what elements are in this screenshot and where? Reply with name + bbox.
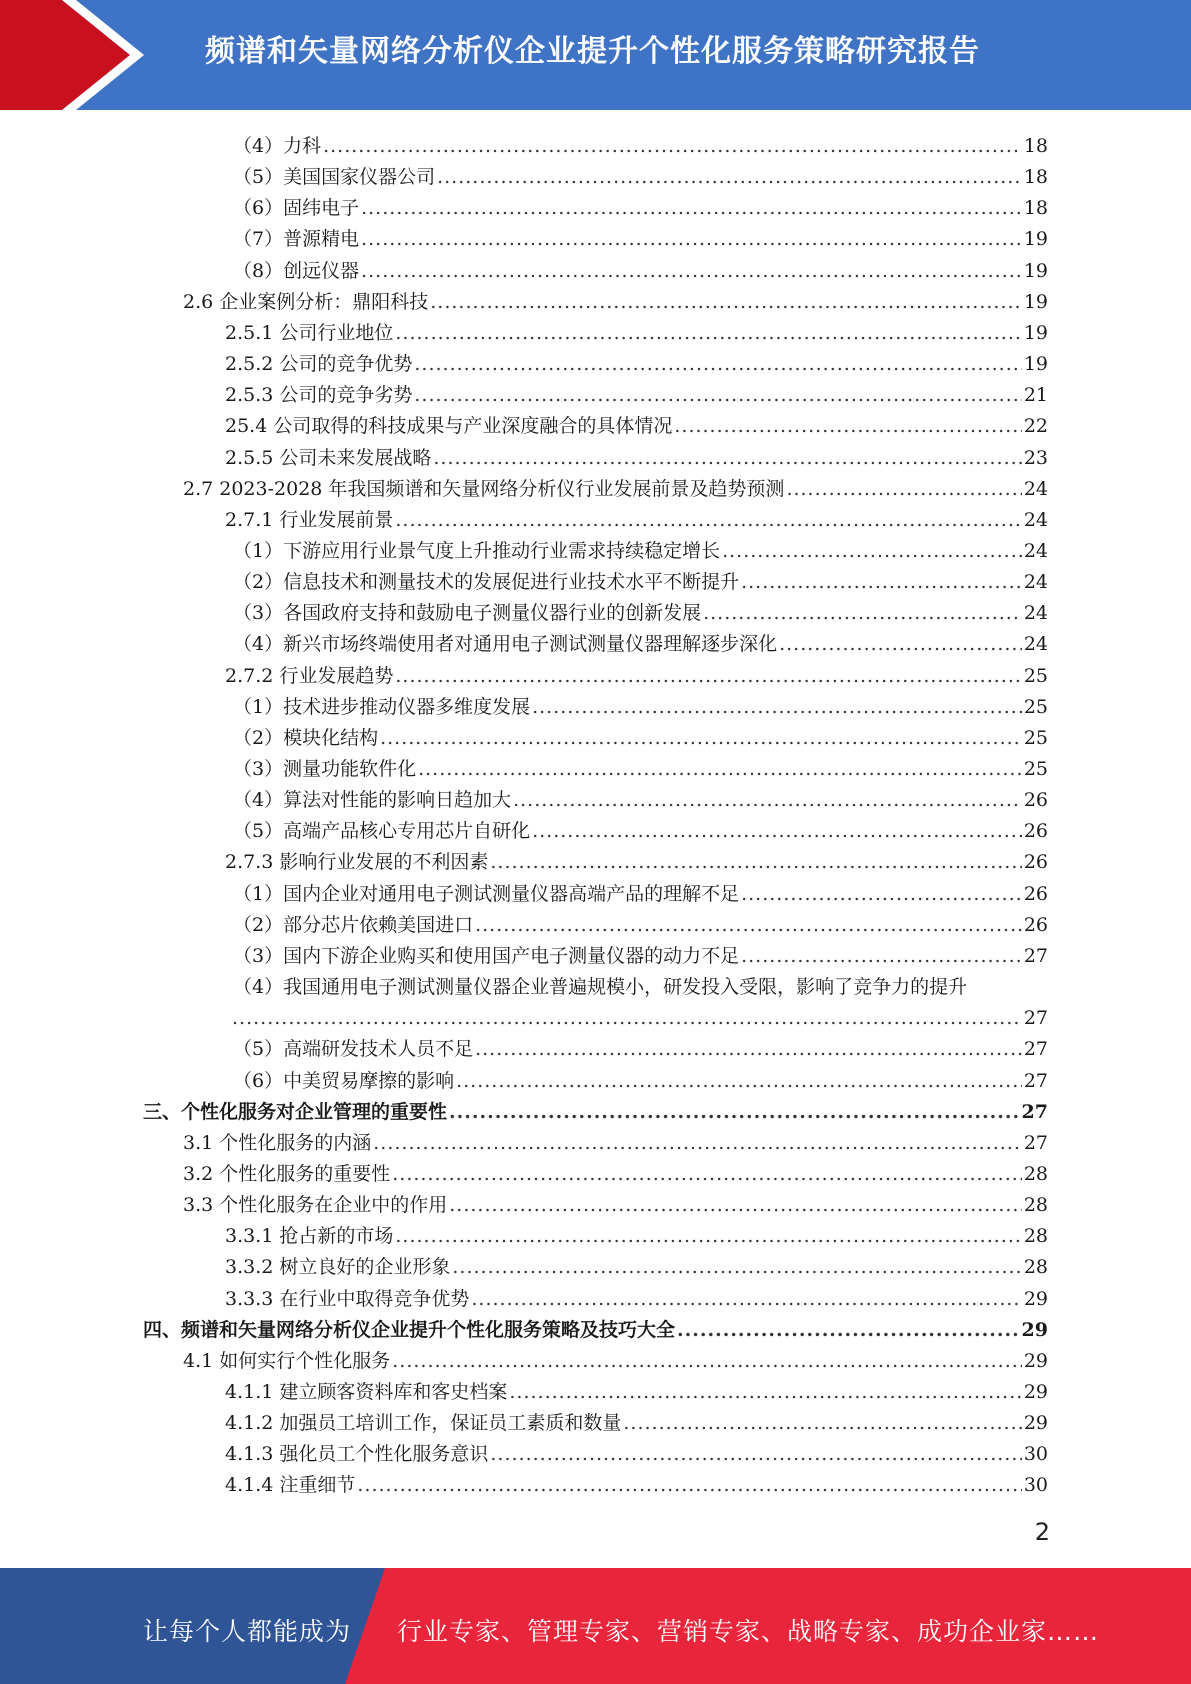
toc-entry-title: 3.3.2 树立良好的企业形象 [225,1256,451,1279]
toc-entry[interactable] [225,1248,1048,1279]
toc-entry-page: 28 [1023,1256,1048,1279]
toc-leader-dots [490,850,1021,874]
toc-entry[interactable] [225,657,1048,688]
toc-leader-dots [741,944,1022,968]
toc-entry[interactable] [183,1342,1048,1373]
toc-entry-page: 27 [1023,1007,1048,1030]
toc-entry-page: 19 [1023,290,1048,313]
toc-entry[interactable] [225,407,1048,438]
toc-entry[interactable] [233,968,1048,999]
toc-entry-title: 3.1 个性化服务的内涵 [183,1131,372,1154]
toc-leader-dots [475,1037,1022,1061]
toc-leader-dots [414,383,1021,407]
toc-entry-page: 27 [1021,1100,1048,1123]
toc-entry-page: 25 [1023,695,1048,718]
toc-leader-dots [674,414,1021,438]
toc-entry-page: 19 [1023,353,1048,376]
footer-slogan-left: 让每个人都能成为 [143,1617,352,1646]
toc-leader-dots [418,757,1022,781]
toc-entry-page: 26 [1023,820,1048,843]
toc-entry-title: （2）部分芯片依赖美国进口 [233,913,474,936]
toc-leader-dots [490,1442,1021,1466]
toc-entry-title: 4.1.4 注重细节 [225,1474,356,1497]
toc-entry-title: （1）国内企业对通用电子测试测量仪器高端产品的理解不足 [233,882,740,905]
toc-entry[interactable] [233,594,1048,625]
toc-entry-title: 3.3.3 在行业中取得竞争优势 [225,1287,470,1310]
toc-entry[interactable] [225,501,1048,532]
toc-entry-page: 22 [1023,415,1048,438]
toc-leader-dots [703,601,1022,625]
toc-entry-title: 2.7.1 行业发展前景 [225,508,394,531]
toc-entry-title: 2.6 企业案例分析：鼎阳科技 [183,290,429,313]
toc-entry-title: （8）创远仪器 [233,259,360,282]
toc-entry[interactable] [225,439,1048,470]
toc-entry-page: 30 [1023,1474,1048,1497]
toc-entry[interactable] [233,563,1048,594]
toc-entry-page: 19 [1023,321,1048,344]
toc-leader-dots [373,1131,1022,1155]
toc-entry[interactable] [233,127,1048,158]
toc-entry-title: 4.1.1 建立顾客资料库和客史档案 [225,1381,508,1403]
toc-entry-page: 30 [1023,1443,1048,1466]
toc-entry-page: 26 [1023,789,1048,812]
toc-entry-title: （2）信息技术和测量技术的发展促进行业技术水平不断提升 [233,571,740,594]
toc-entry-page: 28 [1023,1162,1048,1185]
toc-entry[interactable] [183,283,1048,314]
toc-leader-dots [361,259,1022,283]
toc-entry-title: 2.5.1 公司行业地位 [225,321,394,344]
toc-entry[interactable] [143,1093,1048,1124]
toc-entry-title: 三、个性化服务对企业管理的重要性 [143,1100,448,1123]
toc-entry-page: 26 [1023,913,1048,936]
toc-entry-page: 25 [1023,726,1048,749]
toc-leader-dots [414,352,1021,376]
toc-leader-dots [623,1411,1021,1435]
toc-leader-dots [722,539,1022,563]
toc-leader-dots [395,508,1021,532]
toc-entry-title: （1）下游应用行业景气度上升推动行业需求持续稳定增长 [233,539,721,562]
toc-leader-dots [357,1473,1021,1497]
toc-entry-title: 四、频谱和矢量网络分析仪企业提升个性化服务策略及技巧大全 [143,1318,676,1341]
toc-entry-page: 18 [1023,166,1048,189]
toc-entry-title: （2）模块化结构 [233,726,379,749]
toc-leader-dots [452,1255,1021,1279]
toc-entry[interactable] [230,999,1048,1030]
header-chevron-decoration [0,0,150,110]
toc-entry-title: 25.4 公司取得的科技成果与产业深度融合的具体情况 [225,415,673,438]
toc-leader-dots [323,134,1022,158]
toc-entry-title: （3）国内下游企业购买和使用国产电子测量仪器的动力不足 [233,944,740,967]
toc-leader-dots [741,570,1022,594]
toc-entry-page: 28 [1023,1225,1048,1248]
toc-entry-title: （5）美国国家仪器公司 [233,166,436,189]
toc-leader-dots [361,196,1022,220]
page-number: 2 [1034,1518,1050,1546]
toc-leader-dots [361,227,1022,251]
toc-entry[interactable] [225,376,1048,407]
toc-entry[interactable] [143,1311,1048,1342]
toc-leader-dots [513,788,1022,812]
toc-entry-page: 18 [1023,135,1048,157]
toc-entry-page: 25 [1023,664,1048,687]
toc-entry[interactable] [225,1404,1048,1435]
toc-entry[interactable] [225,1217,1048,1248]
toc-leader-dots [395,321,1021,345]
toc-entry-title: （3）各国政府支持和鼓励电子测量仪器行业的创新发展 [233,602,702,625]
toc-entry[interactable] [233,625,1048,656]
toc-entry-title: 2.5.2 公司的竞争优势 [225,353,413,376]
toc-entry-page: 24 [1023,477,1048,500]
toc-entry-page: 27 [1023,944,1048,967]
toc-leader-dots [232,1006,1022,1030]
toc-entry[interactable] [225,1373,1048,1404]
toc-leader-dots [677,1318,1020,1342]
toc-entry-title: 4.1.3 强化员工个性化服务意识 [225,1443,489,1466]
toc-entry-page: 29 [1021,1318,1048,1341]
toc-entry[interactable] [225,843,1048,874]
toc-entry-title: （5）高端研发技术人员不足 [233,1038,474,1061]
toc-entry-title: （4）新兴市场终端使用者对通用电子测试测量仪器理解逐步深化 [233,633,778,656]
toc-leader-dots [380,726,1022,750]
toc-entry-page: 26 [1023,851,1048,874]
toc-entry-title: （4）算法对性能的影响日趋加大 [233,789,512,812]
toc-entry-title: 2.7.2 行业发展趋势 [225,664,394,687]
footer-slogan-right: 行业专家、管理专家、营销专家、战略专家、成功企业家…… [397,1617,1100,1646]
toc-entry-page: 29 [1023,1287,1048,1310]
toc-entry-page: 28 [1023,1194,1048,1217]
toc-leader-dots [392,1349,1022,1373]
toc-leader-dots [449,1193,1022,1217]
toc-entry-title: （3）测量功能软件化 [233,758,417,780]
toc-leader-dots [456,1069,1022,1093]
toc-leader-dots [786,477,1021,501]
toc-entry-title: （5）高端产品核心专用芯片自研化 [233,820,531,843]
toc-entry[interactable] [225,1435,1048,1466]
toc-entry[interactable] [233,532,1048,563]
toc-entry[interactable] [233,158,1048,189]
toc-leader-dots [433,446,1021,470]
toc-entry-page: 21 [1023,384,1048,407]
toc-entry[interactable] [183,1124,1048,1155]
toc-entry[interactable] [233,1030,1048,1061]
report-title: 频谱和矢量网络分析仪企业提升个性化服务策略研究报告 [205,34,980,69]
toc-entry-page: 24 [1023,539,1048,562]
toc-leader-dots [395,664,1021,688]
toc-entry[interactable] [225,314,1048,345]
toc-leader-dots [449,1100,1020,1124]
toc-entry-page: 26 [1023,882,1048,905]
toc-entry[interactable] [233,688,1048,719]
toc-entry-title: 2.5.5 公司未来发展战略 [225,446,432,469]
page-header [0,0,1191,110]
toc-entry[interactable] [225,345,1048,376]
toc-entry-page: 27 [1023,1038,1048,1061]
toc-entry-page: 29 [1023,1381,1048,1403]
toc-entry-title: （4）我国通用电子测试测量仪器企业普遍规模小，研发投入受限，影响了竞争力的提升 [233,976,968,999]
toc-entry[interactable] [183,470,1048,501]
toc-leader-dots [741,882,1022,906]
toc-entry[interactable] [233,1062,1048,1093]
toc-entry-title: 3.3.1 抢占新的市场 [225,1225,394,1248]
toc-entry[interactable] [225,1280,1048,1311]
toc-entry[interactable] [233,750,1048,781]
toc-entry[interactable] [233,812,1048,843]
toc-entry[interactable] [183,1186,1048,1217]
toc-entry[interactable] [233,906,1048,937]
toc-entry[interactable] [233,220,1048,251]
toc-entry[interactable] [233,252,1048,283]
toc-leader-dots [475,913,1022,937]
toc-entry-title: （4）力科 [233,135,322,157]
toc-entry-title: 2.7 2023-2028 年我国频谱和矢量网络分析仪行业发展前景及趋势预测 [183,477,785,500]
toc-entry-page: 19 [1023,228,1048,251]
toc-entry-page: 29 [1023,1412,1048,1435]
toc-entry[interactable] [233,937,1048,968]
toc-entry-title: 4.1 如何实行个性化服务 [183,1349,391,1372]
toc-entry-page: 27 [1023,1069,1048,1092]
toc-entry-page: 24 [1023,633,1048,656]
toc-entry-title: 2.7.3 影响行业发展的不利因素 [225,851,489,874]
toc-entry[interactable] [233,719,1048,750]
toc-entry[interactable] [225,1466,1048,1497]
toc-leader-dots [532,695,1022,719]
toc-entry-page: 29 [1023,1349,1048,1372]
toc-entry-page: 24 [1023,602,1048,625]
toc-entry[interactable] [183,1155,1048,1186]
toc-entry-page: 24 [1023,571,1048,594]
toc-entry-page: 19 [1023,259,1048,282]
toc-entry-title: 3.2 个性化服务的重要性 [183,1162,391,1185]
toc-entry[interactable] [233,875,1048,906]
toc-leader-dots [509,1380,1021,1404]
toc-entry-page: 23 [1023,446,1048,469]
toc-leader-dots [395,1224,1021,1248]
toc-entry-page: 24 [1023,508,1048,531]
page-footer [0,1568,1191,1684]
toc-entry-title: 2.5.3 公司的竞争劣势 [225,384,413,407]
toc-leader-dots [532,819,1022,843]
toc-entry-title: （7）普源精电 [233,228,360,251]
toc-entry[interactable] [233,189,1048,220]
toc-entry-title: （6）固纬电子 [233,197,360,220]
toc-leader-dots [779,632,1022,656]
toc-entry-title: 3.3 个性化服务在企业中的作用 [183,1194,448,1217]
toc-leader-dots [437,165,1022,189]
toc-entry-page: 25 [1023,758,1048,780]
toc-leader-dots [471,1287,1021,1311]
toc-entry-title: 4.1.2 加强员工培训工作，保证员工素质和数量 [225,1412,622,1435]
toc-entry[interactable] [233,781,1048,812]
toc-entry-page: 27 [1023,1131,1048,1154]
toc-entry-title: （6）中美贸易摩擦的影响 [233,1069,455,1092]
toc-leader-dots [392,1162,1022,1186]
toc-entry-title: （1）技术进步推动仪器多维度发展 [233,695,531,718]
toc-entry-page: 18 [1023,197,1048,220]
toc-leader-dots [430,290,1022,314]
